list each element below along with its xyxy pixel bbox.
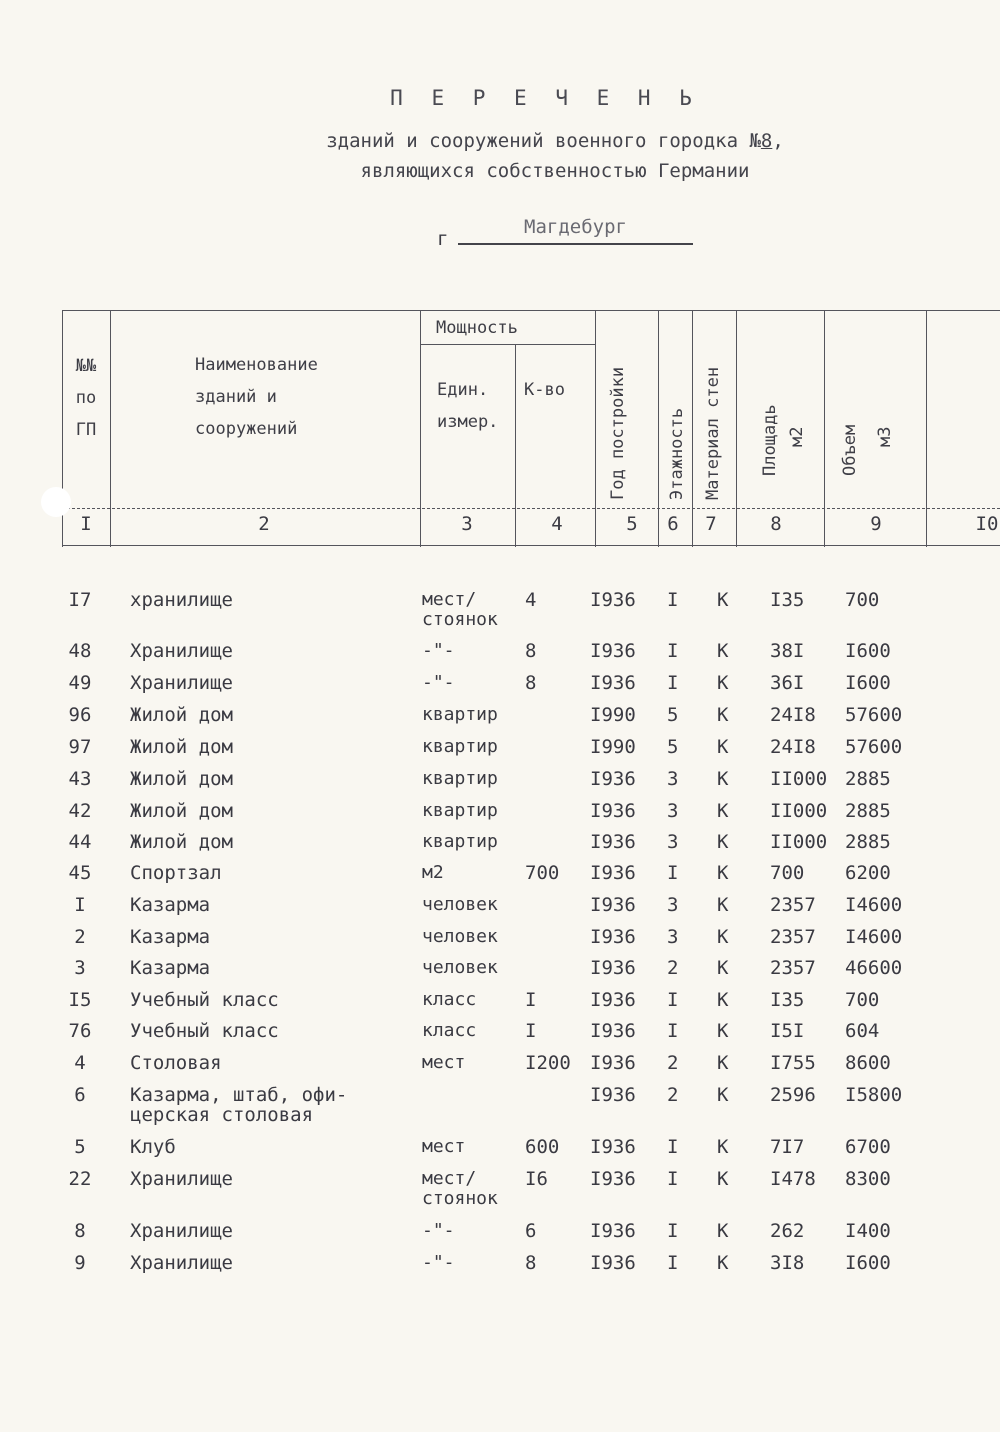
column-number: I	[80, 513, 92, 535]
wall-material: К	[717, 957, 729, 979]
building-name: Казарма, штаб, офи- церская столовая	[130, 1084, 348, 1126]
row-number: 96	[68, 704, 92, 726]
building-name: Спортзал	[130, 862, 222, 884]
floors: 3	[667, 926, 679, 948]
header-qty: К-во	[524, 380, 565, 400]
building-name: Жилой дом	[130, 736, 233, 758]
wall-material: К	[717, 1252, 729, 1274]
floors: 5	[667, 704, 679, 726]
building-name: Хранилище	[130, 1168, 233, 1190]
document-subtitle-line2: являющихся собственностью Германии	[360, 160, 750, 182]
quantity: 600	[525, 1136, 560, 1158]
area: I35	[770, 589, 805, 611]
wall-material: К	[717, 1136, 729, 1158]
wall-material: К	[717, 989, 729, 1011]
header-unit-line: измер.	[437, 412, 499, 432]
quantity: 8	[525, 1252, 537, 1274]
header-no	[66, 350, 106, 446]
wall-material: К	[717, 1220, 729, 1242]
wall-material: К	[717, 894, 729, 916]
building-name: Хранилище	[130, 1220, 233, 1242]
row-number: 45	[68, 862, 92, 884]
column-number: 9	[870, 513, 882, 535]
col-border	[515, 344, 516, 547]
area: II000	[770, 831, 828, 853]
area: 24I8	[770, 704, 816, 726]
volume: 57600	[845, 736, 903, 758]
area: 7I7	[770, 1136, 805, 1158]
year-built: I936	[590, 1220, 636, 1242]
unit-of-measure: человек	[422, 926, 498, 947]
header-material: Материал стен	[703, 366, 723, 500]
wall-material: К	[717, 1052, 729, 1074]
col-border	[658, 310, 659, 547]
subtitle-comma: ,	[772, 130, 784, 152]
volume: 2885	[845, 768, 891, 790]
wall-material: К	[717, 704, 729, 726]
floors: 5	[667, 736, 679, 758]
volume: 700	[845, 989, 880, 1011]
area: I755	[770, 1052, 816, 1074]
wall-material: К	[717, 589, 729, 611]
row-number: 43	[68, 768, 92, 790]
row-number: 49	[68, 672, 92, 694]
header-volume-unit: м3	[875, 426, 895, 447]
unit-of-measure: -"-	[422, 1252, 455, 1273]
year-built: I936	[590, 640, 636, 662]
header-name-line: зданий и	[195, 387, 277, 407]
header-area-line: Площадь	[760, 404, 780, 476]
settlement-number: 8	[760, 130, 773, 152]
unit-of-measure: человек	[422, 894, 498, 915]
unit-of-measure: мест/ стоянок	[422, 1168, 498, 1209]
unit-of-measure: квартир	[422, 800, 498, 821]
column-number: I0	[975, 513, 999, 535]
unit-of-measure: квартир	[422, 831, 498, 852]
volume: 57600	[845, 704, 903, 726]
column-number: 5	[626, 513, 638, 535]
area: 2357	[770, 926, 816, 948]
header-area-unit: м2	[787, 426, 807, 447]
row-number: 4	[74, 1052, 86, 1074]
building-name: Казарма	[130, 894, 211, 916]
header-year: Год постройки	[608, 366, 628, 500]
building-name: Казарма	[130, 926, 211, 948]
building-name: Учебный класс	[130, 1020, 279, 1042]
header-no-line: №№	[75, 356, 97, 376]
wall-material: К	[717, 1020, 729, 1042]
area: I478	[770, 1168, 816, 1190]
col-border	[926, 310, 927, 547]
city-prefix: г	[437, 228, 449, 250]
year-built: I990	[590, 736, 636, 758]
punch-hole	[41, 487, 71, 517]
building-name: Жилой дом	[130, 704, 233, 726]
volume: I5800	[845, 1084, 903, 1106]
quantity: 6	[525, 1220, 537, 1242]
row-number: I7	[68, 589, 92, 611]
quantity: I	[525, 1020, 537, 1042]
col-border	[595, 310, 596, 547]
year-built: I936	[590, 894, 636, 916]
year-built: I936	[590, 1252, 636, 1274]
quantity: 4	[525, 589, 537, 611]
volume: I600	[845, 640, 891, 662]
unit-of-measure: класс	[422, 989, 477, 1010]
quantity: I200	[525, 1052, 571, 1074]
floors: 2	[667, 957, 679, 979]
floors: 3	[667, 894, 679, 916]
volume: I4600	[845, 894, 903, 916]
area: II000	[770, 768, 828, 790]
year-built: I936	[590, 831, 636, 853]
floors: I	[667, 1168, 679, 1190]
year-built: I936	[590, 768, 636, 790]
building-name: Казарма	[130, 957, 211, 979]
area: 262	[770, 1220, 805, 1242]
column-number: 6	[667, 513, 679, 535]
area: 700	[770, 862, 805, 884]
header-bottom-border	[62, 508, 1000, 509]
area: 3I8	[770, 1252, 805, 1274]
row-number: 2	[74, 926, 86, 948]
wall-material: К	[717, 672, 729, 694]
area: II000	[770, 800, 828, 822]
column-number: 3	[461, 513, 473, 535]
unit-of-measure: мест	[422, 1136, 466, 1157]
column-number: 4	[551, 513, 563, 535]
building-name: хранилище	[130, 589, 233, 611]
unit-of-measure: м2	[422, 862, 444, 883]
volume: I600	[845, 1252, 891, 1274]
row-number: 44	[68, 831, 92, 853]
area: 36I	[770, 672, 805, 694]
floors: 3	[667, 800, 679, 822]
floors: I	[667, 862, 679, 884]
unit-of-measure: класс	[422, 1020, 477, 1041]
unit-of-measure: мест/ стоянок	[422, 589, 498, 630]
floors: I	[667, 672, 679, 694]
volume: I4600	[845, 926, 903, 948]
quantity: 8	[525, 640, 537, 662]
unit-of-measure: мест	[422, 1052, 466, 1073]
floors: I	[667, 1136, 679, 1158]
floors: I	[667, 1220, 679, 1242]
city-name: Магдебург	[524, 216, 627, 238]
area: 2357	[770, 894, 816, 916]
year-built: I936	[590, 1168, 636, 1190]
city-underline	[458, 243, 693, 245]
building-name: Хранилище	[130, 640, 233, 662]
area: I35	[770, 989, 805, 1011]
row-number: 3	[74, 957, 86, 979]
header-name-line: сооружений	[195, 419, 298, 439]
wall-material: К	[717, 800, 729, 822]
quantity: I	[525, 989, 537, 1011]
col-border	[420, 310, 421, 547]
area: I5I	[770, 1020, 805, 1042]
volume: 46600	[845, 957, 903, 979]
year-built: I936	[590, 926, 636, 948]
building-name: Хранилище	[130, 1252, 233, 1274]
floors: I	[667, 589, 679, 611]
row-number: I	[74, 894, 86, 916]
building-name: Жилой дом	[130, 768, 233, 790]
column-number: 2	[258, 513, 270, 535]
col-border	[736, 310, 737, 547]
year-built: I936	[590, 1136, 636, 1158]
quantity: I6	[525, 1168, 548, 1190]
volume: 2885	[845, 800, 891, 822]
volume: 8300	[845, 1168, 891, 1190]
volume: 604	[845, 1020, 880, 1042]
year-built: I936	[590, 1084, 636, 1106]
year-built: I936	[590, 989, 636, 1011]
unit-of-measure: квартир	[422, 704, 498, 725]
header-volume: Объем	[840, 424, 860, 476]
wall-material: К	[717, 736, 729, 758]
building-name: Клуб	[130, 1136, 176, 1158]
subtitle-text: зданий и сооружений военного городка №	[326, 130, 761, 152]
year-built: I936	[590, 1020, 636, 1042]
row-number: I5	[68, 989, 92, 1011]
wall-material: К	[717, 926, 729, 948]
floors: 2	[667, 1052, 679, 1074]
floors: I	[667, 640, 679, 662]
year-built: I936	[590, 1052, 636, 1074]
header-area	[751, 404, 789, 476]
volume: 700	[845, 589, 880, 611]
header-no-line: ГП	[75, 420, 97, 440]
document-subtitle-line1	[0, 130, 1000, 152]
floors: I	[667, 1252, 679, 1274]
year-built: I936	[590, 800, 636, 822]
volume: 8600	[845, 1052, 891, 1074]
header-unit-line: Един.	[437, 380, 489, 400]
header-floors: Этажность	[667, 407, 687, 500]
unit-of-measure: человек	[422, 957, 498, 978]
building-name: Хранилище	[130, 672, 233, 694]
year-built: I936	[590, 862, 636, 884]
floors: 2	[667, 1084, 679, 1106]
unit-of-measure: -"-	[422, 640, 455, 661]
row-number: 48	[68, 640, 92, 662]
wall-material: К	[717, 862, 729, 884]
floors: 3	[667, 768, 679, 790]
building-name: Столовая	[130, 1052, 222, 1074]
col-border	[692, 310, 693, 547]
quantity: 700	[525, 862, 560, 884]
row-number: 5	[74, 1136, 86, 1158]
document-title: П Е Р Е Ч Е Н Ь	[390, 86, 700, 110]
wall-material: К	[717, 1168, 729, 1190]
wall-material: К	[717, 831, 729, 853]
column-number: 8	[770, 513, 782, 535]
building-name: Учебный класс	[130, 989, 279, 1011]
quantity: 8	[525, 672, 537, 694]
building-name: Жилой дом	[130, 800, 233, 822]
row-number: 97	[68, 736, 92, 758]
unit-of-measure: -"-	[422, 672, 455, 693]
volume: 6700	[845, 1136, 891, 1158]
header-unit	[437, 374, 498, 438]
area: 2596	[770, 1084, 816, 1106]
year-built: I936	[590, 589, 636, 611]
header-no-line: по	[75, 388, 97, 408]
row-number: 76	[68, 1020, 92, 1042]
row-number: 22	[68, 1168, 92, 1190]
column-number: 7	[705, 513, 717, 535]
floors: I	[667, 1020, 679, 1042]
area: 24I8	[770, 736, 816, 758]
wall-material: К	[717, 768, 729, 790]
volume: I400	[845, 1220, 891, 1242]
floors: 3	[667, 831, 679, 853]
area: 2357	[770, 957, 816, 979]
col-border	[110, 310, 111, 547]
row-number: 6	[74, 1084, 86, 1106]
floors: I	[667, 989, 679, 1011]
wall-material: К	[717, 640, 729, 662]
wall-material: К	[717, 1084, 729, 1106]
header-name	[195, 349, 318, 445]
unit-of-measure: квартир	[422, 768, 498, 789]
year-built: I936	[590, 672, 636, 694]
year-built: I990	[590, 704, 636, 726]
row-number: 9	[74, 1252, 86, 1274]
building-name: Жилой дом	[130, 831, 233, 853]
unit-of-measure: квартир	[422, 736, 498, 757]
volume: 6200	[845, 862, 891, 884]
area: 38I	[770, 640, 805, 662]
volume: I600	[845, 672, 891, 694]
capacity-divider	[420, 344, 595, 345]
year-built: I936	[590, 957, 636, 979]
volume: 2885	[845, 831, 891, 853]
unit-of-measure: -"-	[422, 1220, 455, 1241]
table-top-border	[62, 310, 1000, 311]
header-capacity: Мощность	[436, 318, 518, 338]
row-number: 42	[68, 800, 92, 822]
column-numbers-bottom-border	[62, 545, 1000, 546]
header-name-line: Наименование	[195, 355, 318, 375]
col-border	[824, 310, 825, 547]
row-number: 8	[74, 1220, 86, 1242]
